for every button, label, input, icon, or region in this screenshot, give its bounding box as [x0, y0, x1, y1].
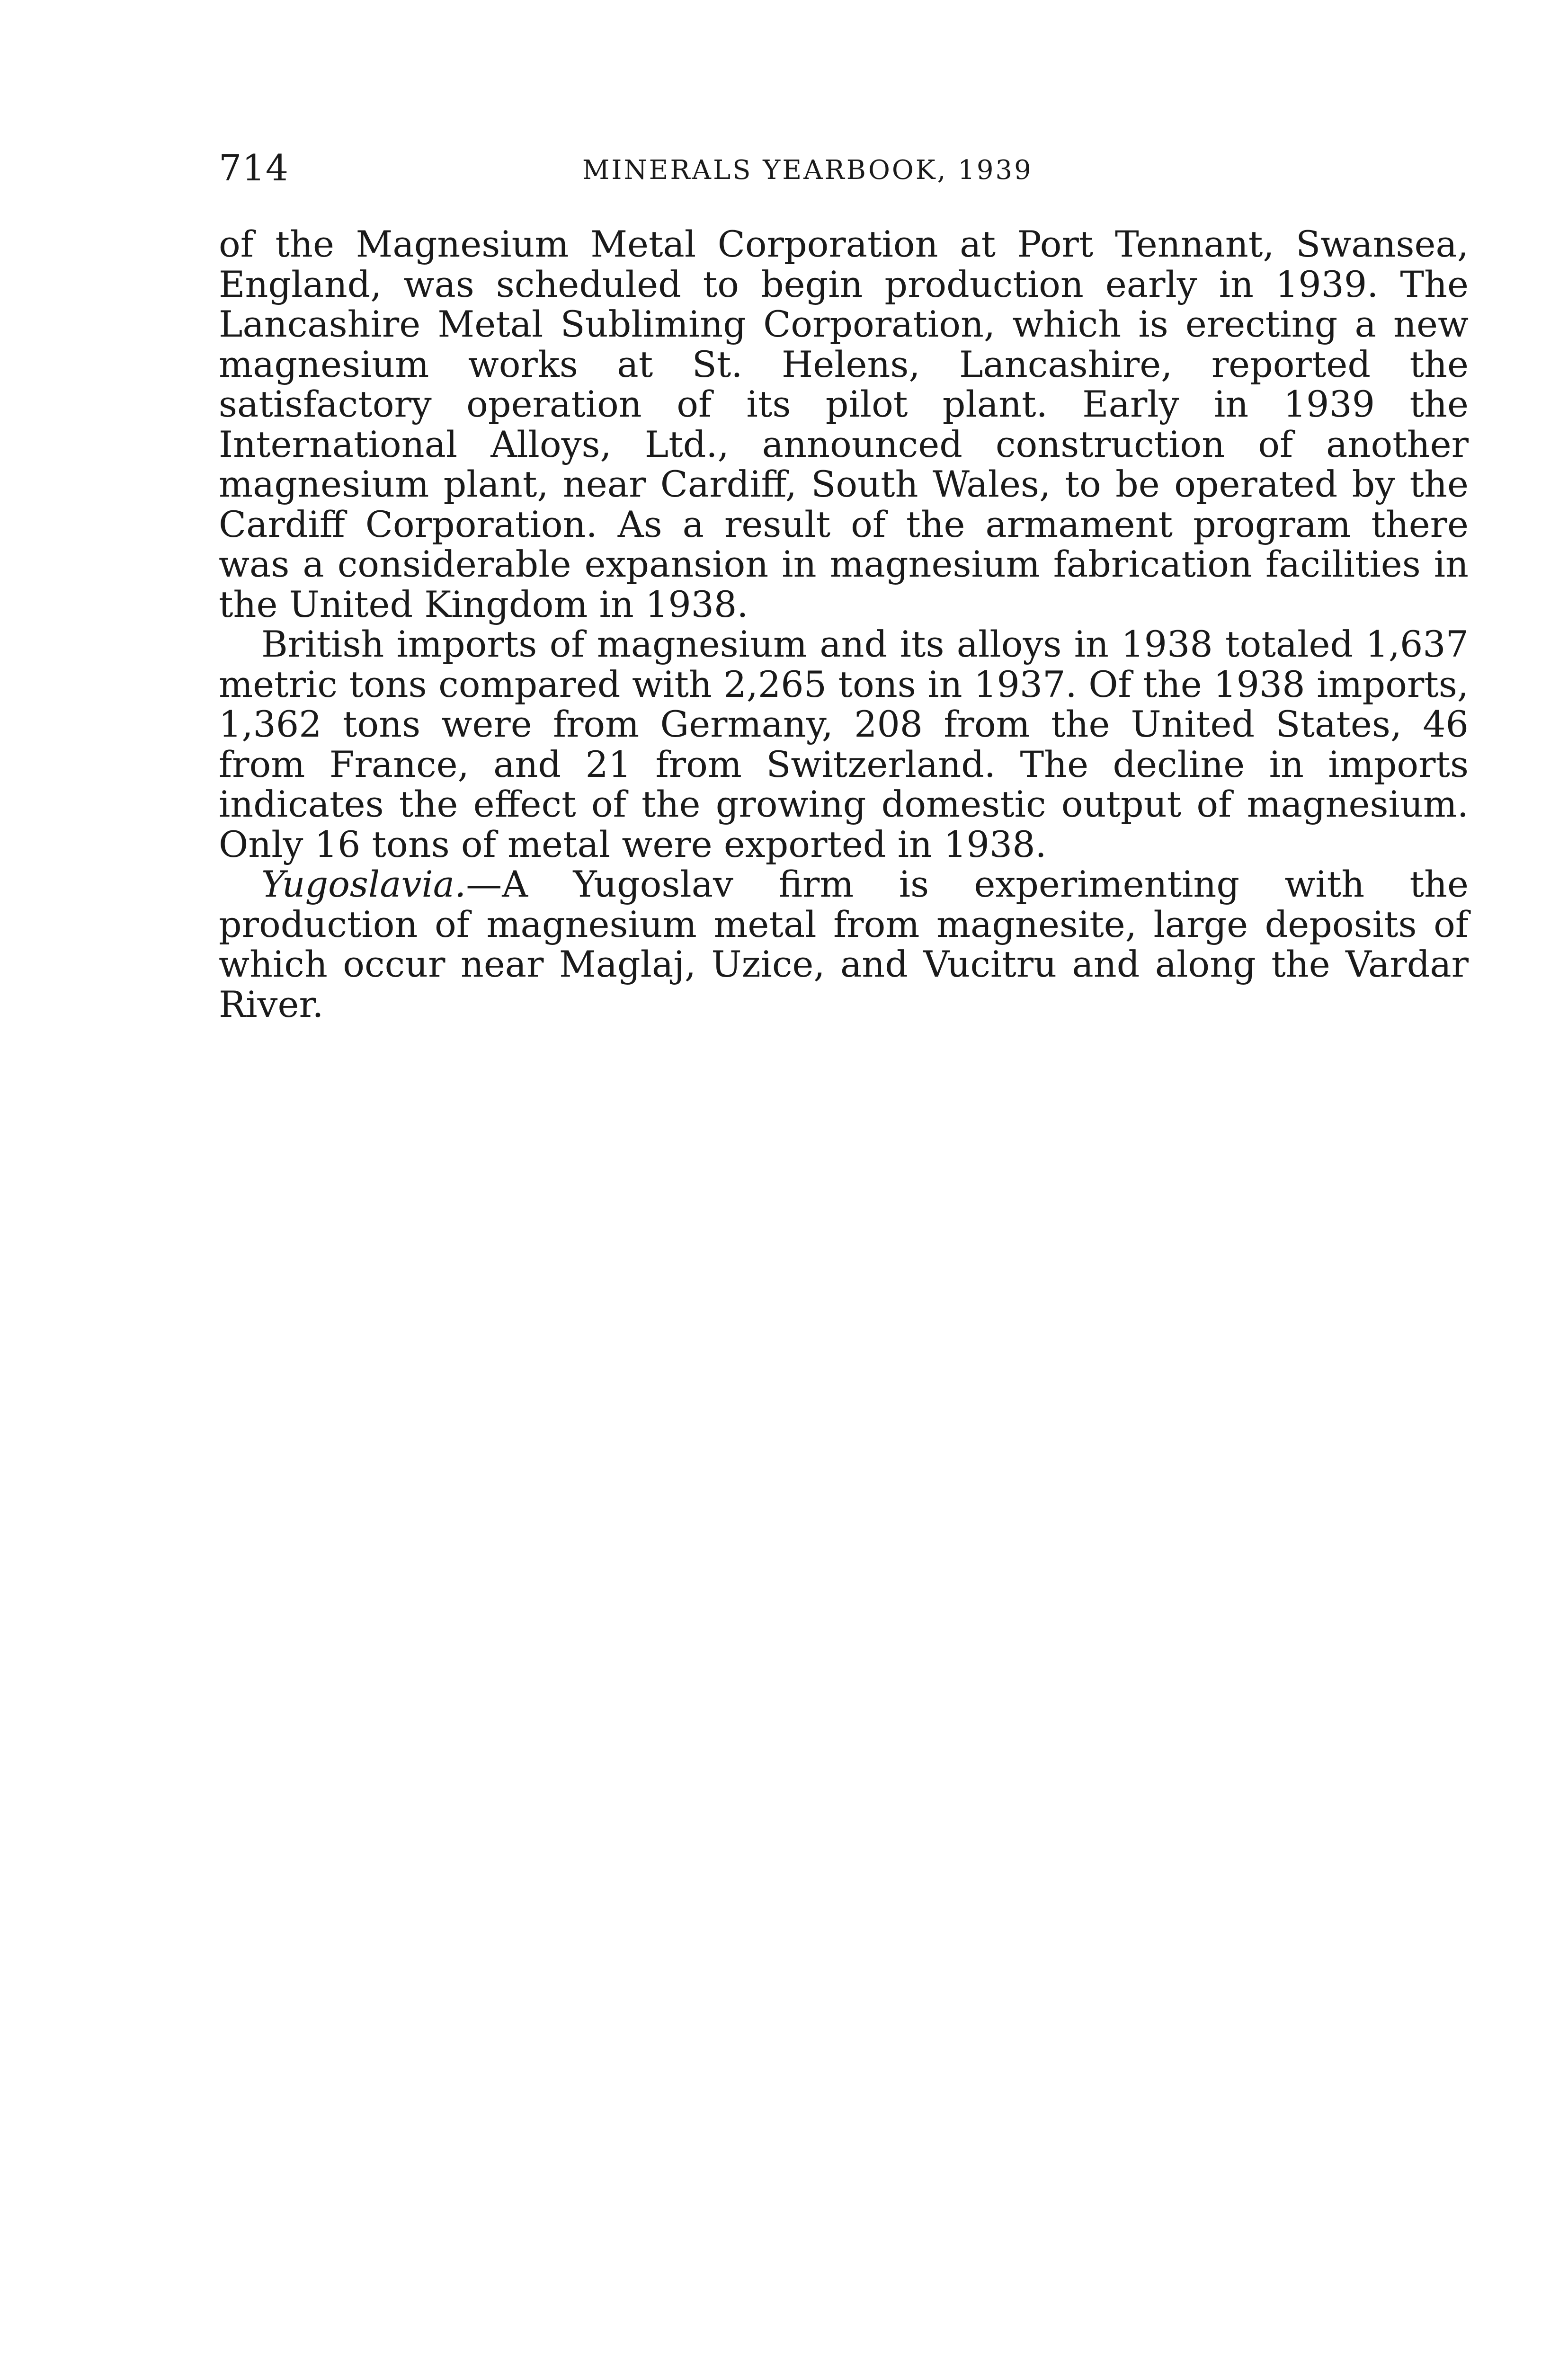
running-head: [219, 142, 1469, 194]
yugoslavia-text: —A Yugoslav firm is experimenting with the production of magnesium metal from magnesite, large deposits of which occur near Maglaj, Uzice, and Vucitru and along the Vardar River.: [219, 863, 1469, 1025]
page-number: 714: [219, 147, 289, 189]
body-text: [219, 224, 1469, 1024]
paragraph-yugoslavia: [219, 864, 1469, 1024]
paragraph-british-imports: British imports of magnesium and its alloys in 1938 totaled 1,637 metric tons compared with 2,265 tons in 1937. Of the 1938 imports, 1,362 tons were from Germany, 208 from the United States, 46 from France, and 21 from Switzerland. The decline in imports indicates the effect of the growing domestic output of magnesium. Only 16 tons of metal were exported in 1938.: [219, 623, 1469, 865]
yugoslavia-heading: Yugoslavia.: [261, 863, 466, 905]
running-title: MINERALS YEARBOOK, 1939: [582, 155, 1033, 186]
paragraph-uk-plants: of the Magnesium Metal Corporation at Port Tennant, Swansea, England, was scheduled to begin production early in 1939. The Lancashire Metal Subliming Corporation, which is erecting a new magnesium works at St. Helens, Lancashire, reported the satisfactory operation of its pilot plant. Early in 1939 the International Alloys, Ltd., announced construction of another magnesium plant, near Cardiff, South Wales, to be operated by the Cardiff Corporation. As a result of the armament program there was a considerable expansion in magnesium fabrication facilities in the United Kingdom in 1938.: [219, 223, 1469, 625]
